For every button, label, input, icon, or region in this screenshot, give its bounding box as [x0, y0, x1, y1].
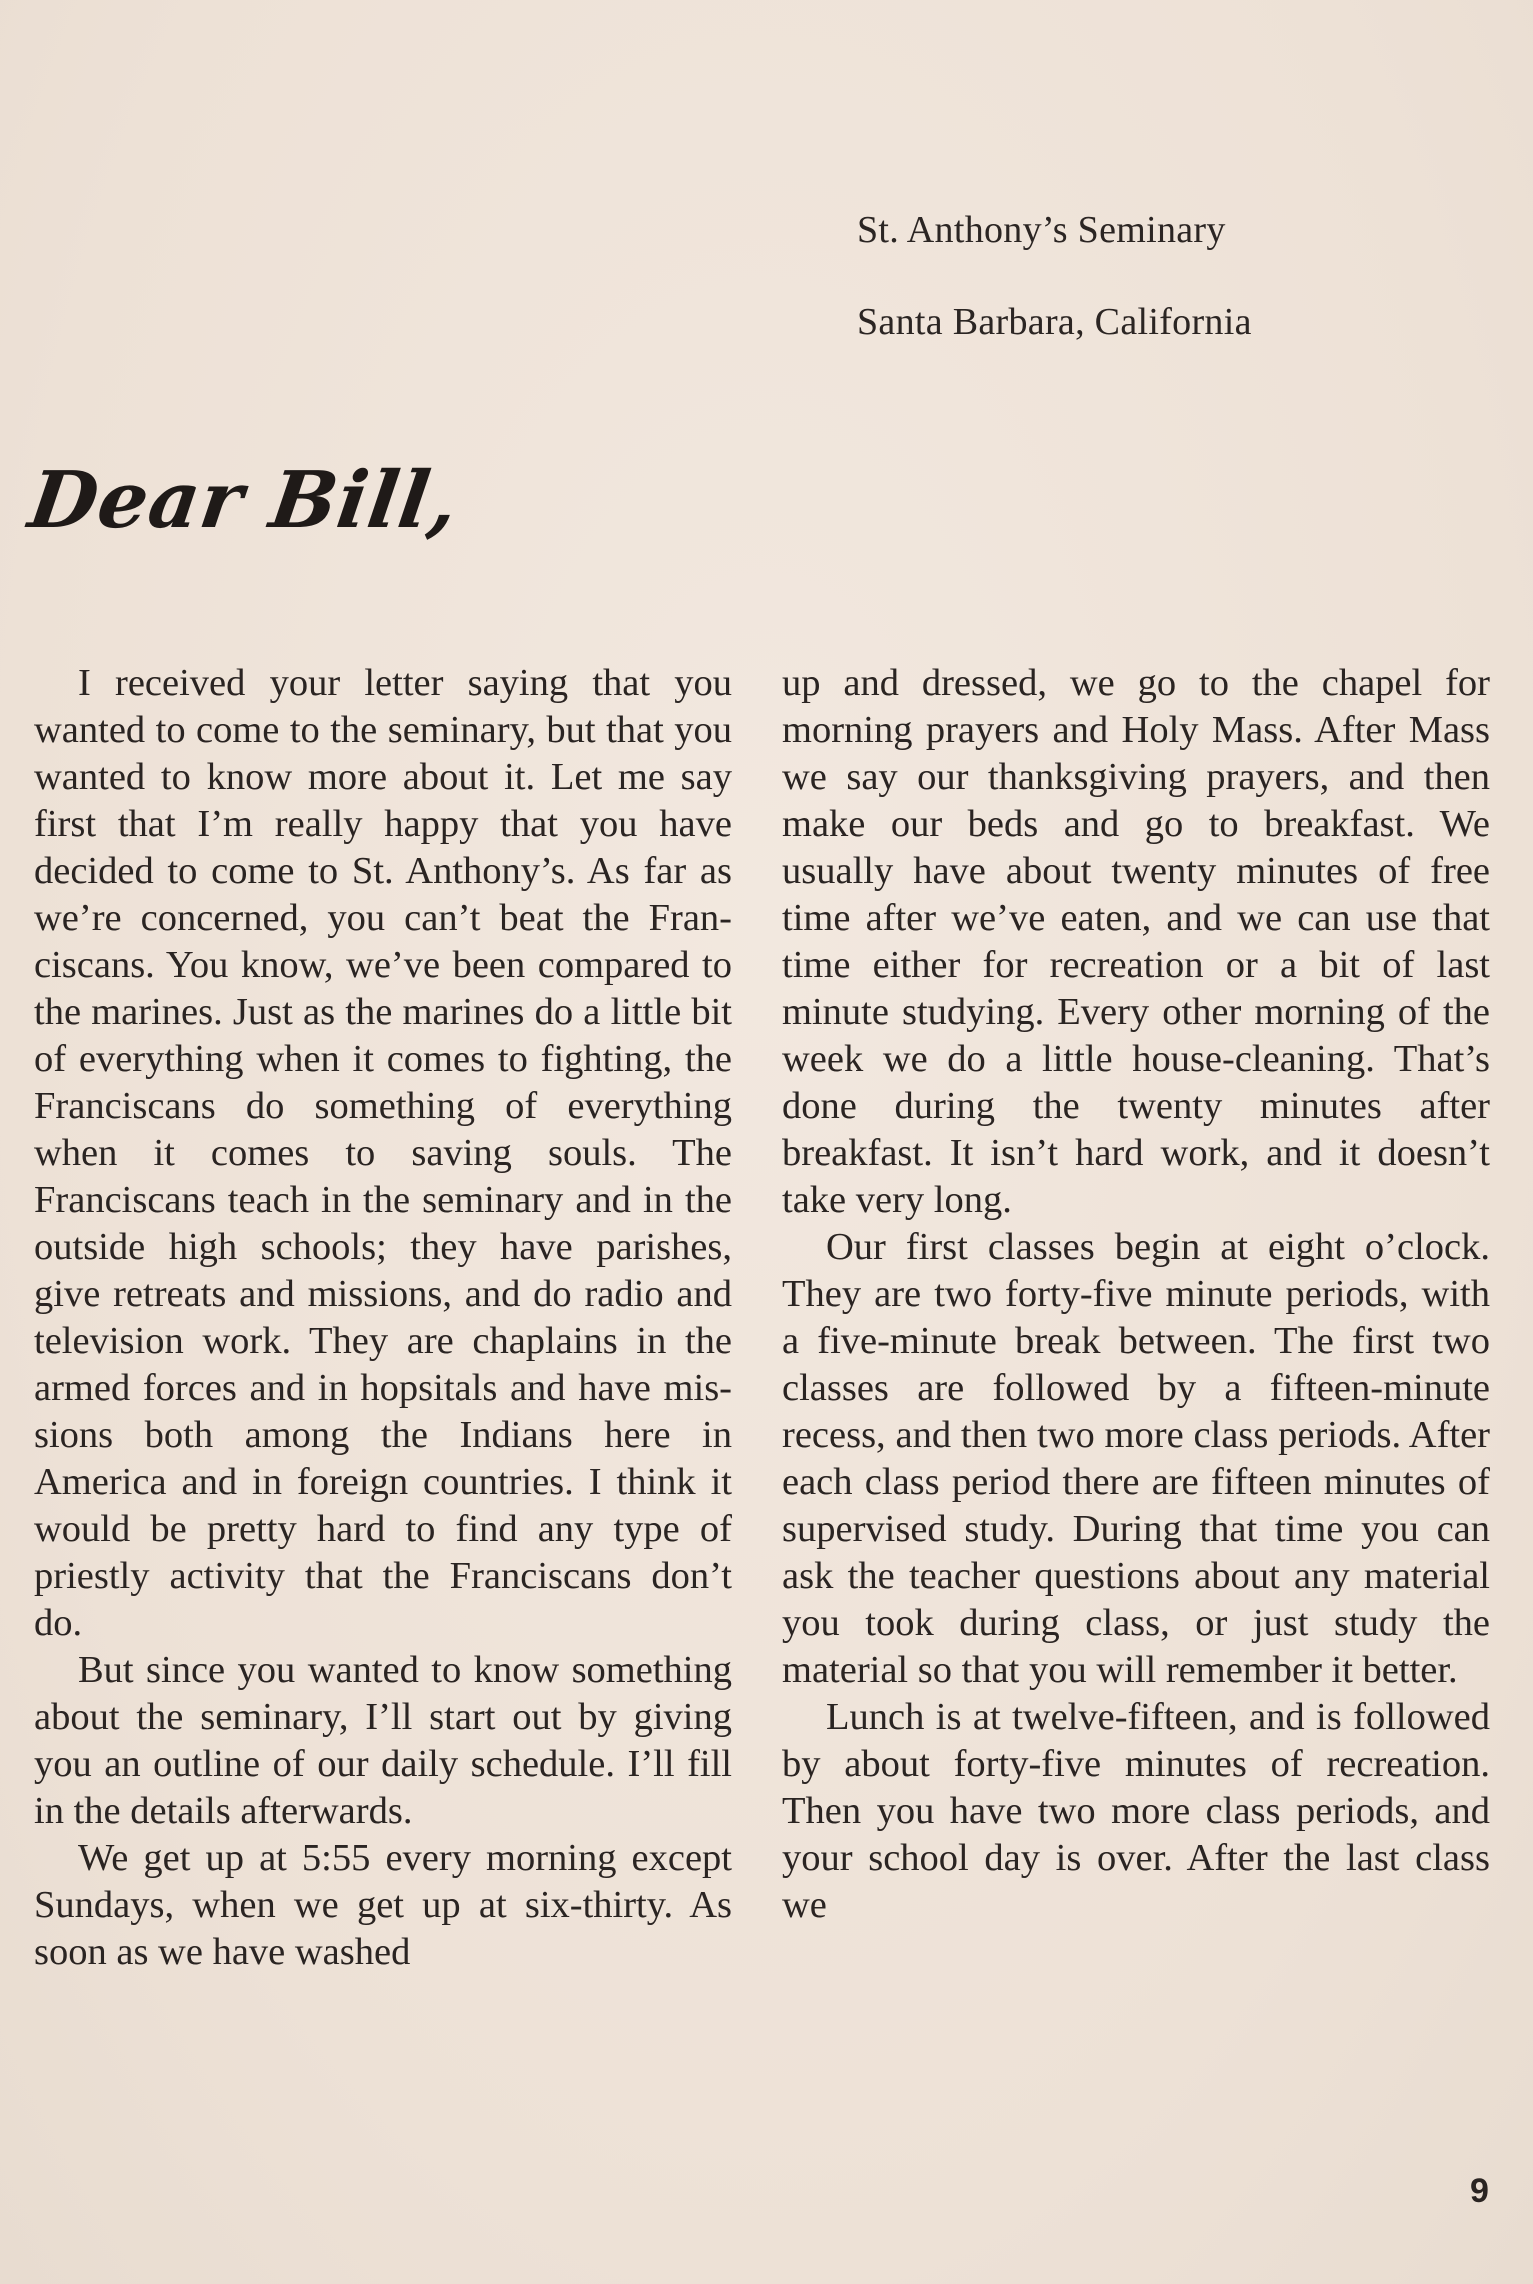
page-number: 9	[1470, 2172, 1489, 2210]
paragraph: I received your letter saying that you wanted to come to the seminary, but that you wanted to know more about it. Let me say first that I’m really happy that you have decided to come to St. Anthony’s. As far as we’re concerned, you can’t beat the Franciscans. You know, we’ve been compared to the marines. Just as the marines do a little bit of everything when it comes to fighting, the Franciscans do something of everything when it comes to saving souls. The Franciscans teach in the seminary and in the outside high schools; they have parishes, give retreats and missions, and do radio and television work. They are chaplains in the armed forces and in hopsitals and have missions both among the Indians here in America and in foreign countries. I think it would be pretty hard to find any type of priestly activity that the Franciscans don’t do.	[34, 662, 732, 1644]
address-line-2: Santa Barbara, California	[857, 301, 1252, 343]
left-column	[34, 660, 732, 1976]
paragraph: But since you wanted to know something about the seminary, I’ll start out by giving you an outline of our daily schedule. I’ll fill in the details afterwards.	[34, 1649, 732, 1832]
paragraph: Our first classes begin at eight o’clock. They are two forty-five minute periods, with a five-minute break between. The first two classes are followed by a fifteen-minute recess, and then two more class periods. After each class period there are fifteen minutes of supervised study. During that time you can ask the teacher questions about any material you took during class, or just study the material so that you will remember it better.	[782, 1226, 1490, 1691]
paragraph: Lunch is at twelve-fifteen, and is followed by about forty-five minutes of recreation. Then you have two more class periods, and your school day is over. After the last class we	[782, 1696, 1490, 1926]
paragraph: up and dressed, we go to the chapel for morning prayers and Holy Mass. After Mass we say our thanksgiving prayers, and then make our beds and go to breakfast. We usually have about twenty minutes of free time after we’ve eaten, and we can use that time either for recreation or a bit of last minute studying. Every other morning of the week we do a little house-cleaning. That’s done during the twenty minutes after breakfast. It isn’t hard work, and it doesn’t take very long.	[782, 662, 1490, 1221]
address-line-1: St. Anthony’s Seminary	[857, 209, 1226, 251]
paragraph: We get up at 5:55 every morning except Sundays, when we get up at six-thirty. As soon as we have washed	[34, 1837, 732, 1973]
right-column	[782, 660, 1490, 1929]
salutation: Dear Bill,	[23, 455, 465, 546]
